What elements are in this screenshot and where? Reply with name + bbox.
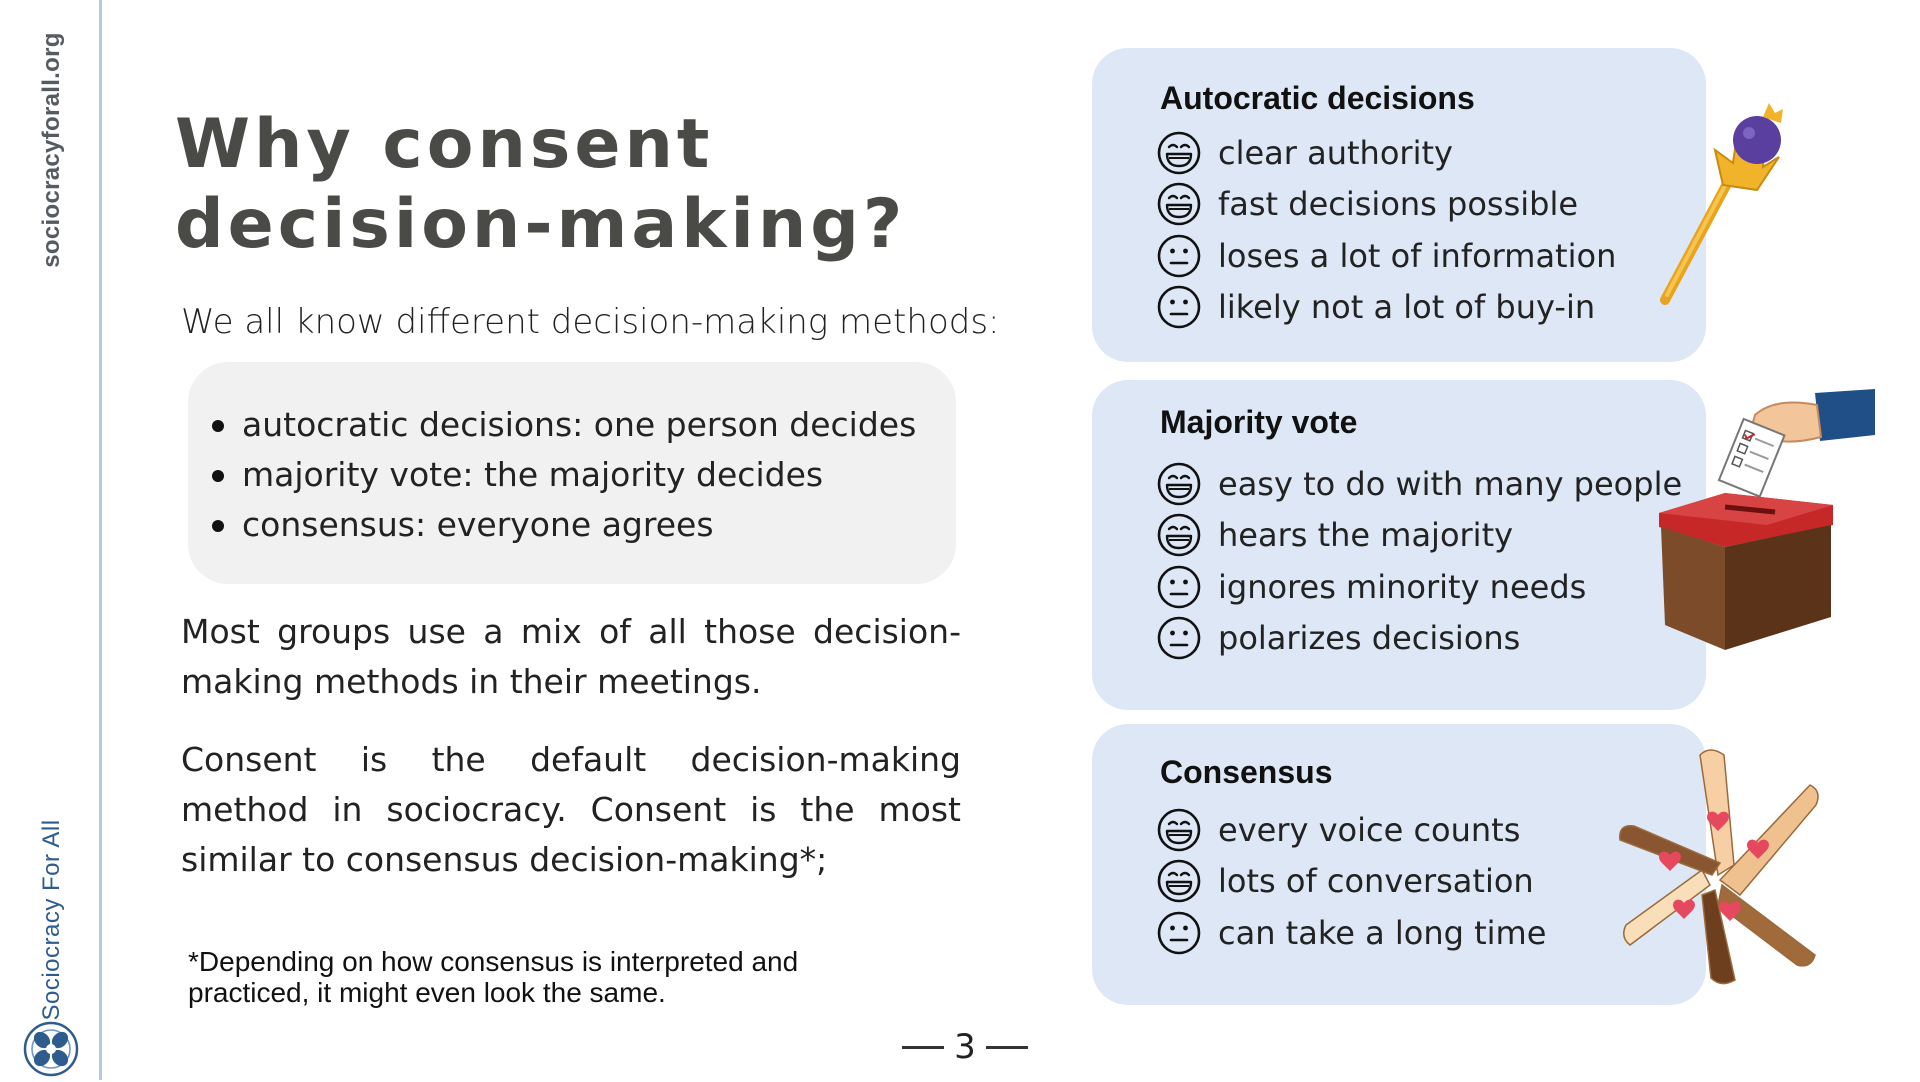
sidebar-divider bbox=[99, 0, 102, 1080]
pros-cons-list bbox=[1156, 458, 1682, 664]
page-title: Why consent decision-making? bbox=[175, 105, 907, 264]
list-item bbox=[1156, 510, 1682, 562]
scepter-icon bbox=[1645, 95, 1795, 315]
sidebar-url[interactable] bbox=[22, 30, 82, 270]
happy-face-icon bbox=[1156, 181, 1202, 227]
list-item bbox=[1156, 458, 1682, 510]
item-text: loses a lot of information bbox=[1218, 236, 1617, 275]
list-item bbox=[1156, 230, 1616, 282]
item-text: easy to do with many people bbox=[1218, 464, 1683, 503]
happy-face-icon bbox=[1156, 461, 1202, 507]
happy-face-icon bbox=[1156, 807, 1202, 853]
item-text: ignores minority needs bbox=[1218, 567, 1587, 606]
neutral-face-icon bbox=[1156, 910, 1202, 956]
item-text: clear authority bbox=[1218, 133, 1453, 172]
method-text: autocratic decisions: one person decides bbox=[242, 405, 917, 444]
happy-face-icon bbox=[1156, 858, 1202, 904]
methods-list bbox=[210, 400, 916, 550]
item-text: hears the majority bbox=[1218, 516, 1514, 555]
page-number-rule-left bbox=[902, 1046, 944, 1049]
neutral-face-icon bbox=[1156, 284, 1202, 330]
neutral-face-icon bbox=[1156, 564, 1202, 610]
sidebar-url-text[interactable]: sociocracyforall.org bbox=[38, 32, 65, 268]
method-text: consensus: everyone agrees bbox=[242, 505, 714, 544]
item-text: fast decisions possible bbox=[1218, 185, 1579, 224]
ballot-box-icon bbox=[1655, 385, 1880, 655]
card-title: Autocratic decisions bbox=[1160, 80, 1475, 116]
neutral-face-icon bbox=[1156, 615, 1202, 661]
item-text: lots of conversation bbox=[1218, 862, 1534, 901]
bullet-icon bbox=[212, 520, 224, 532]
paragraph-consent: Consent is the default decision-making method in sociocracy. Consent is the most similar to consensus decision-making*; bbox=[181, 740, 961, 879]
happy-face-icon bbox=[1156, 512, 1202, 558]
sidebar-brand-text: Sociocracy For All bbox=[38, 819, 65, 1021]
joined-hands-icon bbox=[1610, 745, 1825, 985]
page-number-text: 3 bbox=[954, 1027, 976, 1067]
item-text: likely not a lot of buy-in bbox=[1218, 288, 1596, 327]
sidebar-brand bbox=[22, 820, 82, 1020]
bullet-icon bbox=[212, 420, 224, 432]
card-autocratic bbox=[1092, 48, 1706, 362]
list-item bbox=[1156, 856, 1546, 908]
item-text: can take a long time bbox=[1218, 913, 1547, 952]
list-item bbox=[210, 400, 916, 450]
paragraph-mix: Most groups use a mix of all those decision-making methods in their meetings. bbox=[181, 612, 961, 701]
pros-cons-list bbox=[1156, 127, 1616, 333]
card-majority-vote bbox=[1092, 380, 1706, 710]
list-item bbox=[1156, 282, 1616, 334]
item-text: polarizes decisions bbox=[1218, 619, 1521, 658]
pros-cons-list bbox=[1156, 804, 1546, 959]
list-item bbox=[1156, 561, 1682, 613]
footnote: *Depending on how consensus is interpreted and practiced, it might even look the same. bbox=[188, 946, 799, 1008]
list-item bbox=[210, 500, 916, 550]
neutral-face-icon bbox=[1156, 233, 1202, 279]
method-text: majority vote: the majority decides bbox=[242, 455, 824, 494]
list-item bbox=[1156, 804, 1546, 856]
bullet-icon bbox=[212, 470, 224, 482]
list-item bbox=[210, 450, 916, 500]
page-number-rule-right bbox=[986, 1046, 1028, 1049]
list-item bbox=[1156, 179, 1616, 231]
happy-face-icon bbox=[1156, 130, 1202, 176]
list-item bbox=[1156, 907, 1546, 959]
sociocracy-logo-icon bbox=[22, 1020, 80, 1078]
page-number bbox=[900, 1025, 1030, 1069]
card-title: Consensus bbox=[1160, 754, 1333, 790]
list-item bbox=[1156, 127, 1616, 179]
card-title: Majority vote bbox=[1160, 404, 1358, 440]
item-text: every voice counts bbox=[1218, 810, 1521, 849]
intro-text: We all know different decision-making methods: bbox=[181, 302, 1000, 342]
methods-box bbox=[188, 362, 956, 584]
list-item bbox=[1156, 613, 1682, 665]
